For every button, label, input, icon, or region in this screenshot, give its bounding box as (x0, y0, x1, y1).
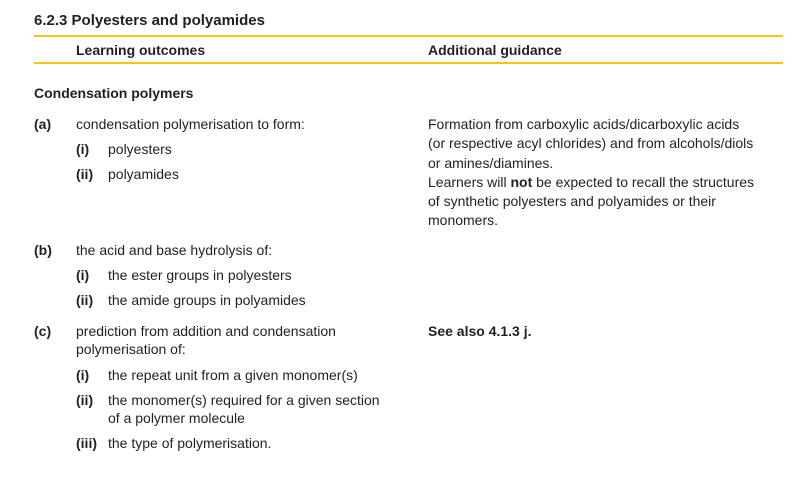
guidance-c: See also 4.1.3 j. (428, 323, 532, 339)
outcome-text-b: the acid and base hydrolysis of: (76, 242, 273, 258)
section-title: 6.2.3 Polyesters and polyamides (34, 12, 265, 29)
outcome-a-item-text-ii: polyamides (108, 166, 179, 182)
outcome-text-c-line-1: prediction from addition and condensation (76, 323, 336, 339)
guidance-a-line-4 (428, 173, 754, 192)
outcome-b-item-label-ii: (ii) (76, 292, 94, 308)
outcome-c-item-text-i: the repeat unit from a given monomer(s) (108, 367, 358, 383)
header-bottom-rule (34, 62, 783, 64)
outcome-c-item-label-i: (i) (76, 367, 90, 383)
outcome-c-item-text-ii-line-1: the monomer(s) required for a given section (108, 392, 380, 408)
guidance-a-line-4-post: be expected to recall the structures (532, 173, 755, 190)
outcome-a-item-text-i: polyesters (108, 141, 172, 157)
column-heading-learning-outcomes: Learning outcomes (76, 42, 206, 58)
outcome-a-item-label-ii: (ii) (76, 166, 94, 182)
outcome-b-item-text-ii: the amide groups in polyamides (108, 292, 306, 308)
outcome-label-c: (c) (34, 323, 52, 339)
header-top-rule (34, 35, 783, 37)
column-heading-additional-guidance: Additional guidance (428, 42, 562, 58)
outcome-b-item-text-i: the ester groups in polyesters (108, 267, 292, 283)
guidance-a (428, 115, 754, 231)
outcome-c-item-text-iii: the type of polymerisation. (108, 435, 272, 451)
outcome-c-item-text-ii-line-2: of a polymer molecule (108, 410, 245, 426)
guidance-a-line-6: monomers. (428, 212, 499, 229)
outcome-a-item-label-i: (i) (76, 141, 90, 157)
outcome-b-item-label-i: (i) (76, 267, 90, 283)
guidance-a-line-4-bold: not (510, 173, 533, 190)
guidance-a-line-2: (or respective acyl chlorides) and from alcohols/diols (428, 135, 754, 152)
guidance-a-line-1: Formation from carboxylic acids/dicarboxylic acids (428, 116, 740, 132)
outcome-text-c-line-2: polymerisation of: (76, 341, 186, 357)
subheading-condensation-polymers: Condensation polymers (34, 85, 194, 101)
guidance-a-line-4-pre: Learners will (428, 173, 511, 190)
outcome-label-a: (a) (34, 116, 52, 132)
guidance-a-line-3: or amines/diamines. (428, 154, 554, 171)
outcome-label-b: (b) (34, 242, 52, 258)
outcome-c-item-label-iii: (iii) (76, 435, 97, 451)
outcome-c-item-label-ii: (ii) (76, 392, 94, 408)
guidance-a-line-5: of synthetic polyesters and polyamides or their (428, 193, 716, 210)
outcome-text-a: condensation polymerisation to form: (76, 116, 305, 132)
